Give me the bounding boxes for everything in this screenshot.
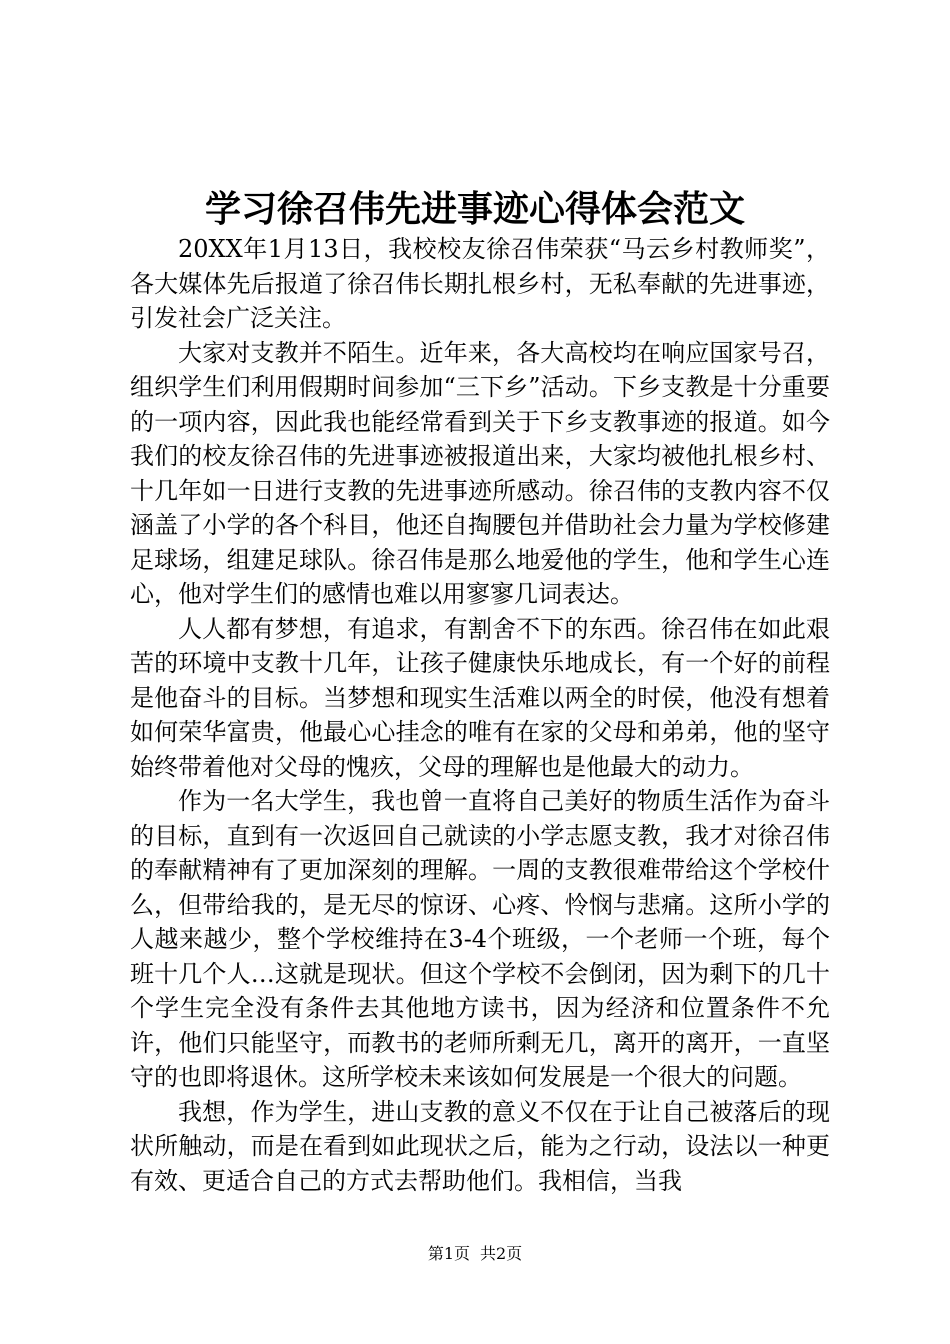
paragraph-5: 我想，作为学生，进山支教的意义不仅在于让自己被落后的现状所触动，而是在看到如此现状之后，能为之行动，设法以一种更有效、更适合自己的方式去帮助他们。我相信，当我 <box>130 1097 830 1195</box>
document-title: 学习徐召伟先进事迹心得体会范文 <box>204 188 745 230</box>
paragraph-3: 人人都有梦想，有追求，有割舍不下的东西。徐召伟在如此艰苦的环境中支教十几年，让孩子健康快乐地成长，有一个好的前程是他奋斗的目标。当梦想和现实生活难以两全的时侯，他没有想着如何荣华富贵，他最心心挂念的唯有在家的父母和弟弟，他的坚守始终带着他对父母的愧疚，父母的理解也是他最大的动力。 <box>130 614 830 781</box>
paragraph-4: 作为一名大学生，我也曾一直将自己美好的物质生活作为奋斗的目标，直到有一次返回自己就读的小学志愿支教，我才对徐召伟的奉献精神有了更加深刻的理解。一周的支教很难带给这个学校什么，但带给我的，是无尽的惊讶、心疼、怜悯与悲痛。这所小学的人越来越少，整个学校维持在3-4个班级，一个老师一个班，每个班十几个人…这就是现状。但这个学校不会倒闭，因为剩下的几十个学生完全没有条件去其他地方读书，因为经济和位置条件不允许，他们只能坚守，而教书的老师所剩无几，离开的离开，一直坚守的也即将退休。这所学校未来该如何发展是一个很大的问题。 <box>130 787 830 1091</box>
page-total: 共2页 <box>480 1244 523 1263</box>
paragraph-2: 大家对支教并不陌生。近年来，各大高校均在响应国家号召，组织学生们利用假期时间参加“三下乡”活动。下乡支教是十分重要的一项内容，因此我也能经常看到关于下乡支教事迹的报道。如今我们的校友徐召伟的先进事迹被报道出来，大家均被他扎根乡村、十几年如一日进行支教的先进事迹所感动。徐召伟的支教内容不仅涵盖了小学的各个科目，他还自掏腰包并借助社会力量为学校修建足球场，组建足球队。徐召伟是那么地爱他的学生，他和学生心连心，他对学生们的感情也难以用寥寥几词表达。 <box>130 338 830 608</box>
page-number: 第1页 <box>427 1244 470 1263</box>
document-body <box>130 232 830 1198</box>
page-footer <box>0 1243 950 1265</box>
paragraph-1: 20XX年1月13日，我校校友徐召伟荣获“马云乡村教师奖”，各大媒体先后报道了徐召伟长期扎根乡村，无私奉献的先进事迹，引发社会广泛关注。 <box>130 235 830 332</box>
